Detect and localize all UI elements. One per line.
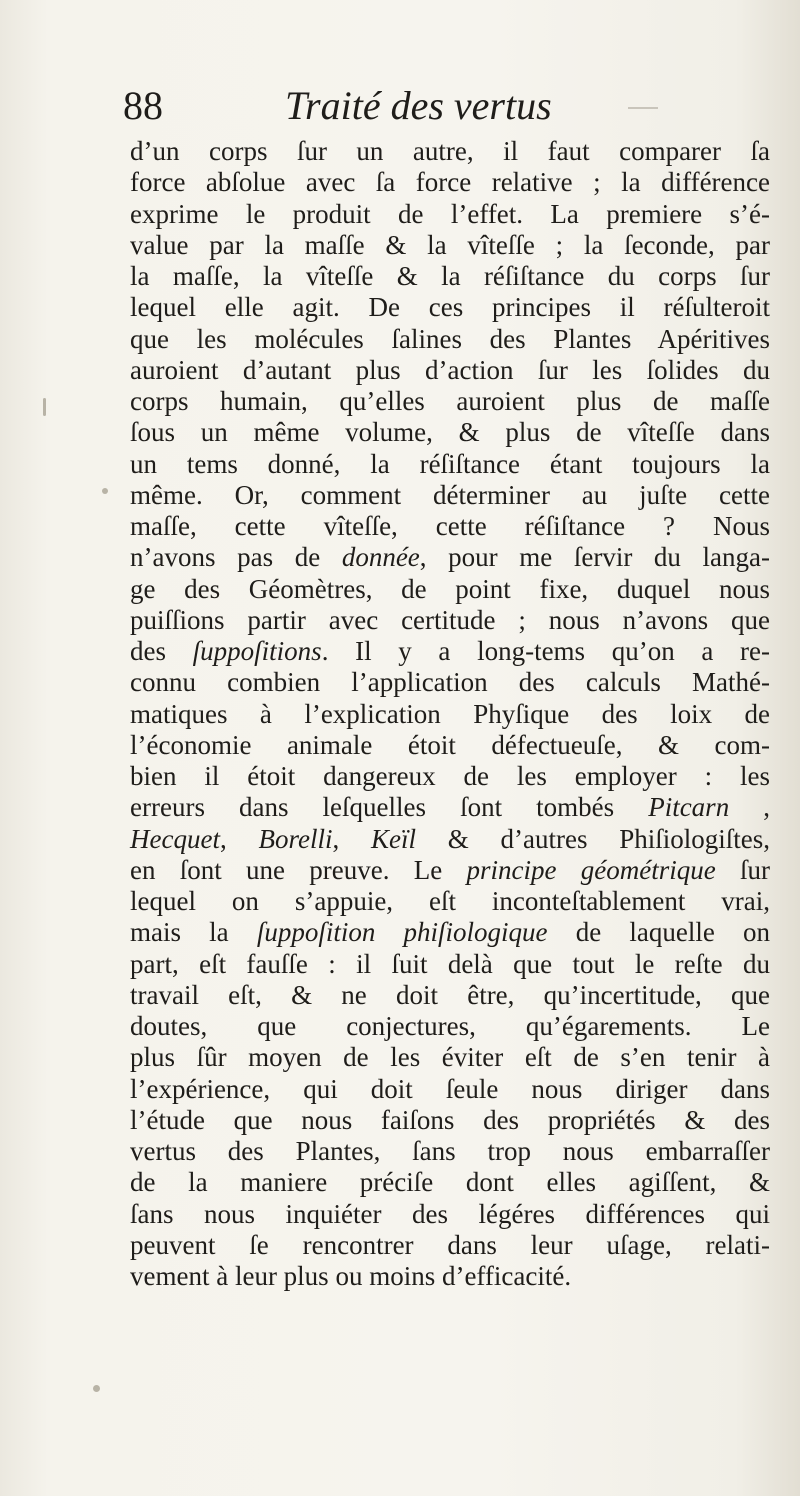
text-run: . Il y a long-tems qu’on a re- [321, 636, 771, 666]
text-run: & d’autres Phiſiologiſtes, [415, 823, 770, 854]
text-line [130, 511, 770, 542]
text-run: exprime le produit de l’effet. La premiere s’é- [130, 198, 770, 229]
text-line [130, 1011, 770, 1042]
text-run: l’économie animale étoit défectueuſe, & com- [130, 729, 770, 760]
text-run: part, eſt fauſſe : il ſuit delà que tout le reſte du [130, 948, 770, 979]
text-line [130, 1199, 770, 1230]
text-run: ge des Géomètres, de point fixe, duquel nous [130, 573, 770, 604]
text-line [130, 480, 770, 511]
text-run: travail eſt, & ne doit être, qu’incertitude, que [130, 979, 770, 1010]
text-line [130, 855, 770, 886]
text-line [130, 761, 770, 792]
text-line [130, 699, 770, 730]
text-run: auroient d’autant plus d’action ſur les ſolides du [130, 354, 770, 385]
text-line [130, 980, 770, 1011]
text-run: value par la maſſe & la vîteſſe ; la ſeconde, par [130, 229, 770, 260]
text-line [130, 730, 770, 761]
text-run: en ſont une preuve. Le [130, 854, 467, 885]
italic-text: principe géométrique [466, 854, 716, 885]
italic-text: Hecquet [130, 823, 220, 854]
text-run: doutes, que conjectures, qu’égarements. Le [130, 1011, 770, 1041]
body-text [130, 136, 770, 1292]
paper-speck [93, 1385, 100, 1392]
text-run: plus ſûr moyen de les éviter eſt de s’en tenir à [130, 1042, 770, 1073]
text-line [130, 1261, 770, 1292]
text-run: maſſe, cette vîteſſe, cette réſiſtance ? Nous [130, 511, 770, 541]
header-dash [628, 107, 658, 109]
text-line [130, 386, 770, 417]
text-line [130, 167, 770, 198]
text-line [130, 636, 770, 667]
text-run: vement à leur plus ou moins d’efficacité. [130, 1261, 572, 1291]
text-run: lequel on s’appuie, eſt inconteſtablement vrai, [130, 886, 770, 916]
text-run: ſous un même volume, & plus de vîteſſe dans [130, 417, 770, 448]
text-line [130, 886, 770, 917]
paper-speck [43, 398, 46, 416]
text-run: d’un corps ſur un autre, il faut comparer ſa [130, 136, 770, 166]
text-line [130, 1230, 770, 1261]
text-line [130, 355, 770, 386]
text-run: , [219, 823, 259, 854]
text-run: puiſſions partir avec certitude ; nous n’avons que [130, 604, 770, 635]
text-run: l’étude que nous faiſons des propriétés & des [130, 1104, 770, 1135]
italic-text: donnée [341, 542, 420, 573]
italic-text: Keïl [370, 823, 416, 854]
text-line [130, 949, 770, 980]
page-header [123, 78, 663, 134]
text-line [130, 542, 770, 573]
paper-speck [102, 488, 108, 494]
text-run: , [332, 823, 371, 854]
text-line [130, 292, 770, 323]
text-run: l’expérience, qui doit ſeule nous diriger dans [130, 1073, 770, 1104]
text-run: ſans nous inquiéter des légéres différences qui [130, 1198, 770, 1229]
text-run: lequel elle agit. De ces principes il réſulteroit [130, 292, 770, 323]
text-run: un tems donné, la réſiſtance étant toujours la [130, 448, 770, 479]
text-line [130, 1074, 770, 1105]
text-run: mais la [130, 917, 257, 948]
text-line [130, 667, 770, 698]
page-number: 88 [123, 83, 163, 128]
text-line [130, 417, 770, 448]
text-run: n’avons pas de [130, 542, 342, 573]
text-run: que les molécules ſalines des Plantes Apéritives [130, 323, 770, 354]
running-title: Traité des vertus [285, 83, 552, 128]
text-line [130, 574, 770, 605]
text-line [130, 917, 770, 948]
text-line [130, 605, 770, 636]
text-line [130, 1105, 770, 1136]
text-line [130, 136, 770, 167]
text-run: force abſolue avec ſa force relative ; la différence [130, 167, 770, 198]
text-line [130, 199, 770, 230]
text-run: , [729, 792, 771, 823]
text-line [130, 1167, 770, 1198]
italic-text: ſuppoſitions [192, 636, 322, 666]
text-line [130, 824, 770, 855]
text-line [130, 230, 770, 261]
italic-text: Pitcarn [648, 792, 730, 823]
text-run: de laquelle on [547, 917, 771, 948]
text-run: , pour me ſervir du langa- [419, 542, 771, 573]
text-run: même. Or, comment déterminer au juſte cette [130, 479, 770, 510]
text-run: connu combien l’application des calculs Mathé- [130, 667, 770, 698]
text-line [130, 1136, 770, 1167]
text-line [130, 449, 770, 480]
text-run: de la maniere préciſe dont elles agiſſent, & [130, 1167, 770, 1198]
text-line [130, 324, 770, 355]
text-run: ſur [715, 854, 770, 885]
text-line [130, 261, 770, 292]
text-line [130, 792, 770, 823]
text-run: corps humain, qu’elles auroient plus de maſſe [130, 386, 770, 416]
text-run: des [130, 636, 193, 666]
text-run: la maſſe, la vîteſſe & la réſiſtance du corps ſur [130, 261, 770, 291]
italic-text: Borelli [258, 823, 333, 854]
text-run: vertus des Plantes, ſans trop nous embarraſſer [130, 1136, 770, 1166]
text-run: bien il étoit dangereux de les employer : les [130, 761, 770, 791]
text-run: peuvent ſe rencontrer dans leur uſage, relati- [130, 1229, 770, 1260]
text-run: erreurs dans leſquelles ſont tombés [130, 792, 649, 823]
text-line [130, 1042, 770, 1073]
italic-text: ſuppoſition phiſiologique [256, 917, 548, 948]
text-run: matiques à l’explication Phyſique des loix de [130, 698, 770, 729]
